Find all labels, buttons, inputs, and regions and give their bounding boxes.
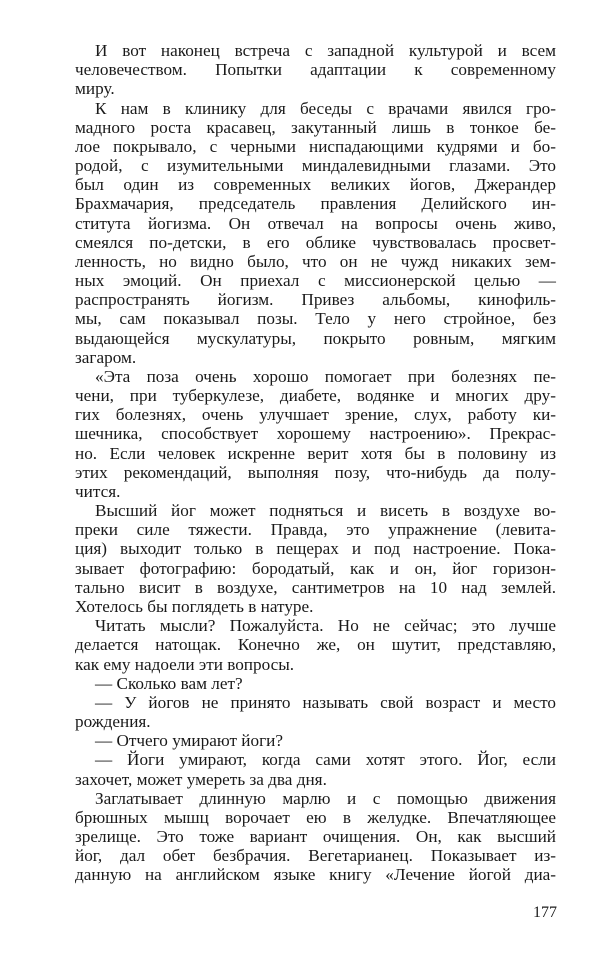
text-line: захочет, может умереть за два дня. bbox=[75, 769, 327, 789]
text-line: мадного роста красавец, закутанный лишь в тонкое бе- bbox=[75, 117, 556, 137]
text-line: К нам в клинику для беседы с врачами явился гро- bbox=[95, 98, 556, 118]
text-line: шечника, способствует хорошему настроению». Прекрас- bbox=[75, 424, 556, 444]
text-line: брюшных мышц ворочает ею в желудке. Впечатляющее bbox=[75, 807, 556, 827]
text-line: «Эта поза очень хорошо помогает при болезнях пе- bbox=[95, 366, 556, 386]
text-line: делается натощак. Конечно же, он шутит, представляю, bbox=[75, 635, 556, 655]
text-line: И вот наконец встреча с западной культурой и всем bbox=[95, 41, 556, 60]
text-line: Читать мысли? Пожалуйста. Но не сейчас; это лучше bbox=[95, 616, 556, 636]
text-line: но. Если человек искренне верит хотя бы в половину из bbox=[75, 443, 556, 463]
text-line: Высший йог может подняться и висеть в воздухе во- bbox=[95, 501, 556, 521]
text-line: — Йоги умирают, когда сами хотят этого. Йог, если bbox=[95, 750, 556, 770]
text-line: зрелище. Это тоже вариант очищения. Он, как высший bbox=[75, 827, 556, 847]
body-text bbox=[75, 41, 556, 885]
text-line: йог, дал обет безбрачия. Вегетарианец. Показывает из- bbox=[75, 846, 556, 866]
text-line: Брахмачария, председатель правления Делийского ин- bbox=[75, 194, 556, 214]
text-line: лое покрывало, с черными ниспадающими кудрями и бо- bbox=[75, 136, 556, 156]
text-line: этих рекомендаций, выполняя позу, что-нибудь да полу- bbox=[75, 462, 556, 482]
text-line: чени, при туберкулезе, диабете, водянке и многих дру- bbox=[75, 386, 556, 406]
text-line: Заглатывает длинную марлю и с помощью движения bbox=[95, 788, 556, 808]
text-line: данную на английском языке книгу «Лечение йогой диа- bbox=[75, 865, 556, 885]
text-line: ленность, но видно было, что он не чужд никаких зем- bbox=[75, 251, 556, 271]
text-line: был один из современных великих йогов, Джерандер bbox=[75, 175, 556, 195]
text-line: загаром. bbox=[75, 347, 137, 367]
text-line: родой, с изумительными миндалевидными глазами. Это bbox=[75, 156, 556, 176]
text-line: гих болезнях, очень улучшает зрение, слух, работу ки- bbox=[75, 405, 556, 425]
text-line: чится. bbox=[75, 481, 121, 501]
text-line: ция) выходит только в пещерах и под настроение. Пока- bbox=[75, 539, 556, 559]
text-line: распространять йогизм. Привез альбомы, кинофиль- bbox=[75, 290, 556, 310]
text-line: выдающейся мускулатуры, покрыто ровным, мягким bbox=[75, 328, 556, 348]
text-line: — Отчего умирают йоги? bbox=[95, 731, 283, 751]
text-line: — У йогов не принято называть свой возраст и место bbox=[95, 692, 556, 712]
text-line: тально висит в воздухе, сантиметров на 10 над землей. bbox=[75, 577, 556, 597]
text-line: мы, сам показывал позы. Тело у него стройное, без bbox=[75, 309, 556, 329]
text-line: — Сколько вам лет? bbox=[95, 673, 243, 693]
text-line: преки силе тяжести. Правда, это упражнение (левита- bbox=[75, 520, 556, 540]
text-line: миру. bbox=[75, 79, 115, 99]
text-line: Хотелось бы поглядеть в натуре. bbox=[75, 596, 314, 616]
text-line: смеялся по-детски, в его облике чувствовалась просвет- bbox=[75, 232, 556, 252]
text-line: ных эмоций. Он приехал с миссионерской целью — bbox=[75, 271, 556, 291]
text-line: рождения. bbox=[75, 712, 151, 732]
text-line: человечеством. Попытки адаптации к современному bbox=[75, 60, 556, 80]
text-line: как ему надоели эти вопросы. bbox=[75, 654, 295, 674]
text-line: ститута йогизма. Он отвечал на вопросы очень живо, bbox=[75, 213, 556, 233]
page-number: 177 bbox=[533, 904, 557, 921]
text-line: зывает фотографию: бородатый, как и он, йог горизон- bbox=[75, 558, 556, 578]
